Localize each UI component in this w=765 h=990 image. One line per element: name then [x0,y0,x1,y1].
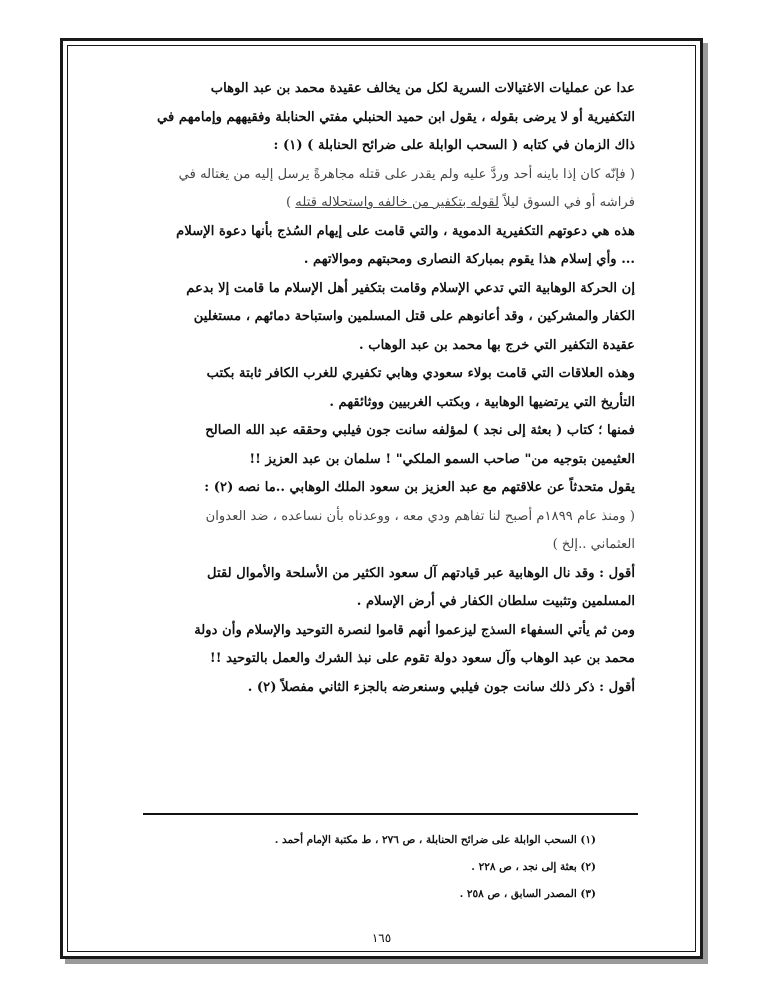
text-line-7: ... وأي إسلام هذا يقوم بمباركة النصارى ومحبتهم وموالاتهم . [303,252,635,267]
footnote-2: (٢) بعثة إلى نجد ، ص ٢٢٨ . [471,861,596,873]
footnote-1: (١) السحب الوابلة على ضرائح الحنابلة ، ص ٢٧٦ ، ط مكتبة الإمام أحمد . [274,834,596,846]
quote-line-2 [141,189,635,218]
text-line-21: محمد بن عبد الوهاب وآل سعود دولة تقوم على نبذ الشرك والعمل بالتوحيد !! [209,651,635,666]
text-line-12: التأريخ التي يرتضيها الوهابية ، وبكتب الغربيين ووثائقهم . [329,394,635,410]
main-text [141,75,635,702]
text-line-8: إن الحركة الوهابية التي تدعي الإسلام وقامت بتكفير أهل الإسلام ما قامت إلا بدعم [186,280,635,296]
document-page [60,38,703,959]
text-line-3: ذاك الزمان في كتابه ( السحب الوابلة على ضرائح الحنابلة ) (١) : [273,138,635,153]
text-line-6: هذه هي دعوتهم التكفيرية الدموية ، والتي قامت على إيهام السُذج بأنها دعوة الإسلام [176,223,635,239]
text-line-18: أقول : وقد نال الوهابية عبر قيادتهم آل سعود الكثير من الأسلحة والأموال لقتل [207,565,635,581]
quote-line-4: العثماني ..إلخ ) [552,537,635,552]
quote-line-3: ( ومنذ عام ١٨٩٩م أصبح لنا تفاهم ودي معه ، ووعدناه بأن نساعده ، ضد العدوان [205,508,635,524]
text-line-9: الكفار والمشركين ، وقد أعانوهم على قتل المسلمين واستباحة دمائهم ، مستغلين [193,309,635,324]
underlined-phrase: لقوله بتكفير من خالفه واستحلاله قتله [295,195,499,210]
text-line-1: عدا عن عمليات الاغتيالات السرية لكل من يخالف عقيدة محمد بن عبد الوهاب [210,81,635,96]
text-line-14: العثيمين بتوجيه من" صاحب السمو الملكي" ! سلمان بن عبد العزيز !! [249,451,635,467]
text-line-2: التكفيرية أو لا يرضى بقوله ، يقول ابن حميد الحنبلي مفتي الحنابلة وفقيههم وإمامهم في [157,109,635,125]
text-line-15: يقول متحدثاً عن علاقتهم مع عبد العزيز بن سعود الملك الوهابي ..ما نصه (٢) : [204,480,635,495]
quote-line-2-start: فراشه أو في السوق ليلاً [498,195,635,210]
footnote-divider [143,813,638,815]
page-number: ١٦٥ [371,931,392,945]
text-line-22: أقول : ذكر ذلك سانت جون فيلبي وسنعرضه بالجزء الثاني مفصلاً (٢) . [247,679,635,695]
text-line-13: فمنها ؛ كتاب ( بعثة إلى نجد ) لمؤلفه سانت جون فيلبي وحققه عبد الله الصالح [205,423,635,438]
quote-line-2-end: ) [285,195,296,210]
quote-line-1: ( فإنّه كان إذا باينه أحد وردَّ عليه ولم يقدر على قتله مجاهرةً يرسل إليه من يغتاله في [178,166,635,182]
text-line-10: عقيدة التكفير التي خرج بها محمد بن عبد الوهاب . [359,337,635,353]
text-line-19: المسلمين وتثبيت سلطان الكفار في أرض الإسلام . [356,594,635,609]
footnote-3: (٣) المصدر السابق ، ص ٢٥٨ . [459,888,596,900]
text-line-11: وهذه العلاقات التي قامت بولاء سعودي وهابي تكفيري للغرب الكافر ثابتة بكتب [206,366,635,381]
footnotes [143,827,638,908]
text-line-20: ومن ثم يأتي السفهاء السذج ليزعموا أنهم قاموا لنصرة التوحيد والإسلام وأن دولة [194,622,635,638]
